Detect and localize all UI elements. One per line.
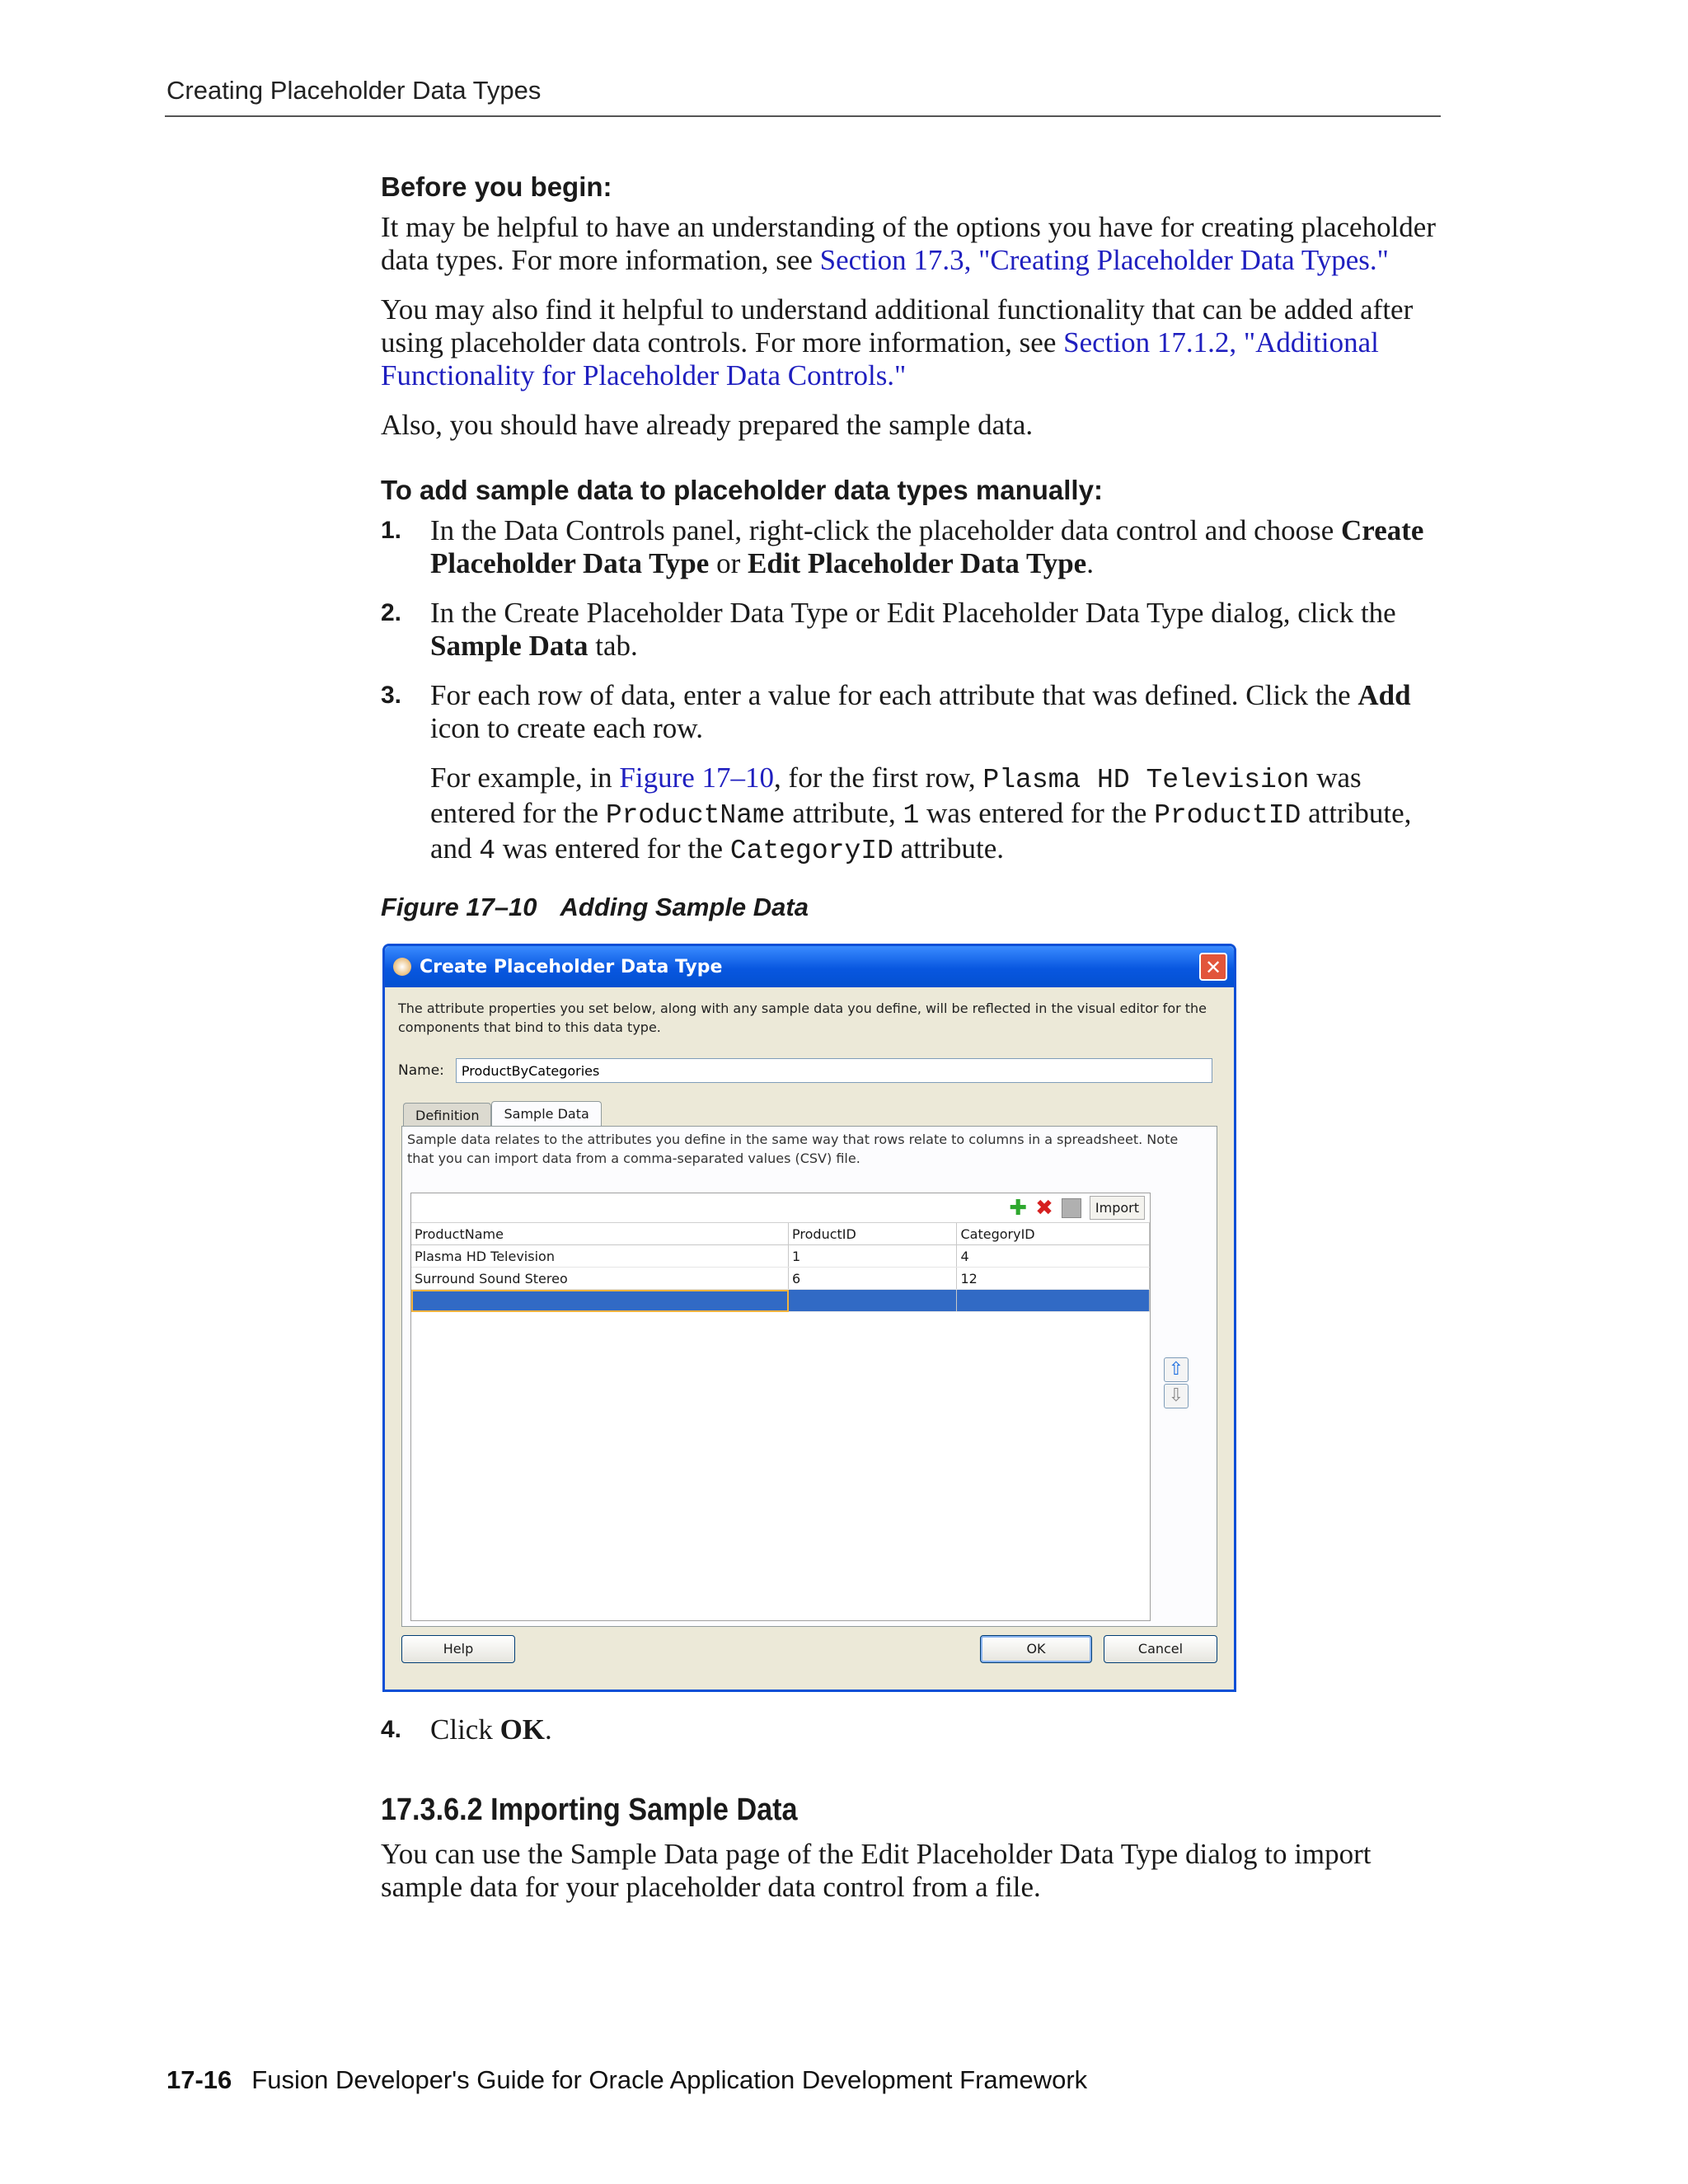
example-text: attribute, [785,797,903,829]
page-content [381,171,1444,1920]
close-icon[interactable]: ✕ [1199,953,1227,981]
table-toolbar [411,1193,1150,1223]
code-value: 4 [479,836,496,866]
link-section-17-3[interactable]: Section 17.3, "Creating Placeholder Data Types." [819,244,1389,276]
copy-icon[interactable] [1062,1198,1081,1218]
code-value: ProductName [605,800,785,831]
table-header-row [411,1223,1150,1245]
step-1 [381,514,1444,580]
cancel-button[interactable]: Cancel [1104,1635,1217,1663]
dialog-title: Create Placeholder Data Type [420,956,723,977]
table-row-selected[interactable] [411,1290,1150,1312]
sample-data-panel [401,1126,1217,1627]
step-text: or [709,547,748,579]
link-section-17-1-2[interactable]: Section 17.1.2, "Additional Functionality for Placeholder Data Controls." [381,326,1379,391]
figure-label: Figure 17–10 [381,893,537,921]
header-rule [165,115,1441,117]
step-bold: Sample Data [430,630,588,662]
step-text: tab. [588,630,638,662]
section-heading: 17.3.6.2 Importing Sample Data [381,1793,798,1827]
code-value: 1 [903,800,920,831]
table-cell[interactable]: Surround Sound Stereo [411,1268,789,1290]
before-heading: Before you begin: [381,171,612,202]
step-3 [381,679,1444,868]
figure-title: Adding Sample Data [560,893,809,921]
step-text: icon to create each row. [430,712,704,744]
name-input[interactable] [456,1058,1212,1083]
name-label: Name: [398,1062,444,1079]
code-value: CategoryID [729,836,893,866]
code-value: ProductID [1154,800,1301,831]
step-number: 1. [381,517,402,544]
create-placeholder-dialog [382,944,1236,1692]
table-cell[interactable] [411,1290,789,1312]
help-button[interactable]: Help [401,1635,515,1663]
example-paragraph [430,762,1444,868]
step-4 [381,1713,1444,1746]
example-text: attribute. [893,832,1005,865]
example-text: was entered for the [919,797,1155,829]
ok-button[interactable]: OK [980,1635,1092,1663]
step-text: . [1086,547,1094,579]
add-icon[interactable]: ✚ [1009,1195,1028,1221]
table-cell[interactable]: 1 [789,1245,957,1268]
move-down-icon[interactable]: ⇩ [1164,1384,1189,1408]
step-text: Click [430,1713,500,1746]
link-figure-17-10[interactable]: Figure 17–10 [619,762,775,794]
step-bold: OK [499,1713,546,1746]
section-body: You can use the Sample Data page of the Edit Placeholder Data Type dialog to import sample data for your placeholder data control from a file. [381,1838,1372,1903]
step-text: For each row of data, enter a value for each attribute that was defined. Click the [430,679,1358,711]
table-cell[interactable]: Plasma HD Television [411,1245,789,1268]
step-bold: Create Placeholder Data Type [430,514,1424,579]
dialog-titlebar [385,946,1234,987]
step-bold: Edit Placeholder Data Type [747,547,1087,579]
example-text: was entered for the [495,832,730,865]
before-p1-text: It may be helpful to have an understanding of the options you have for creating placeholder data types. For more information, see [381,211,1436,276]
step-text: In the Data Controls panel, right-click the placeholder data control and choose [430,514,1342,546]
before-paragraph-1 [381,211,1444,277]
step-2 [381,597,1444,663]
import-button[interactable]: Import [1090,1196,1145,1220]
step-number: 3. [381,682,402,709]
panel-description: Sample data relates to the attributes you define in the same way that rows relate to columns in a spreadsheet. Note that you can import data from a comma-separated values (CSV) file. [407,1132,1179,1166]
page-number: 17-16 [166,2065,232,2094]
procedure-heading: To add sample data to placeholder data types manually: [381,475,1103,505]
column-header[interactable]: ProductName [411,1223,789,1245]
tab-definition[interactable]: Definition [403,1103,491,1129]
name-row [398,1058,1212,1083]
delete-icon[interactable]: ✖ [1035,1195,1053,1221]
table-cell[interactable]: 4 [957,1245,1150,1268]
running-header: Creating Placeholder Data Types [166,76,542,105]
before-p2-text: You may also find it helpful to understand additional functionality that can be added after using placeholder data controls. For more information, see [381,293,1414,359]
page-footer [166,2065,1087,2095]
data-grid [411,1223,1150,1312]
sample-data-table [410,1193,1151,1621]
step-number: 4. [381,1716,402,1743]
tab-sample-data[interactable]: Sample Data [491,1101,601,1127]
step-text: . [545,1713,552,1746]
move-up-icon[interactable]: ⇧ [1164,1357,1189,1382]
before-paragraph-2 [381,293,1444,392]
table-cell[interactable] [789,1290,957,1312]
column-header[interactable]: CategoryID [957,1223,1150,1245]
step-bold: Add [1357,679,1411,711]
procedure-steps-continued [381,1713,1444,1746]
figure-caption [381,893,1444,922]
example-text: For example, in [430,762,620,794]
before-paragraph-3: Also, you should have already prepared the sample data. [381,409,1034,441]
step-text: In the Create Placeholder Data Type or Edit Placeholder Data Type dialog, click the [430,597,1396,629]
table-row[interactable] [411,1268,1150,1290]
example-text: was entered for the [430,762,1362,829]
code-value: Plasma HD Television [982,765,1310,795]
example-text: attribute, and [430,797,1412,865]
table-cell[interactable]: 6 [789,1268,957,1290]
book-title: Fusion Developer's Guide for Oracle Application Development Framework [251,2065,1088,2094]
table-cell[interactable]: 12 [957,1268,1150,1290]
step-number: 2. [381,599,402,626]
procedure-steps [381,514,1444,868]
table-row[interactable] [411,1245,1150,1268]
column-header[interactable]: ProductID [789,1223,957,1245]
example-text: , for the first row, [774,762,983,794]
dialog-description: The attribute properties you set below, along with any sample data you define, will be reflected in the visual editor for the components that bind to this data type. [398,1001,1207,1035]
app-icon [393,958,411,976]
table-cell[interactable] [957,1290,1150,1312]
